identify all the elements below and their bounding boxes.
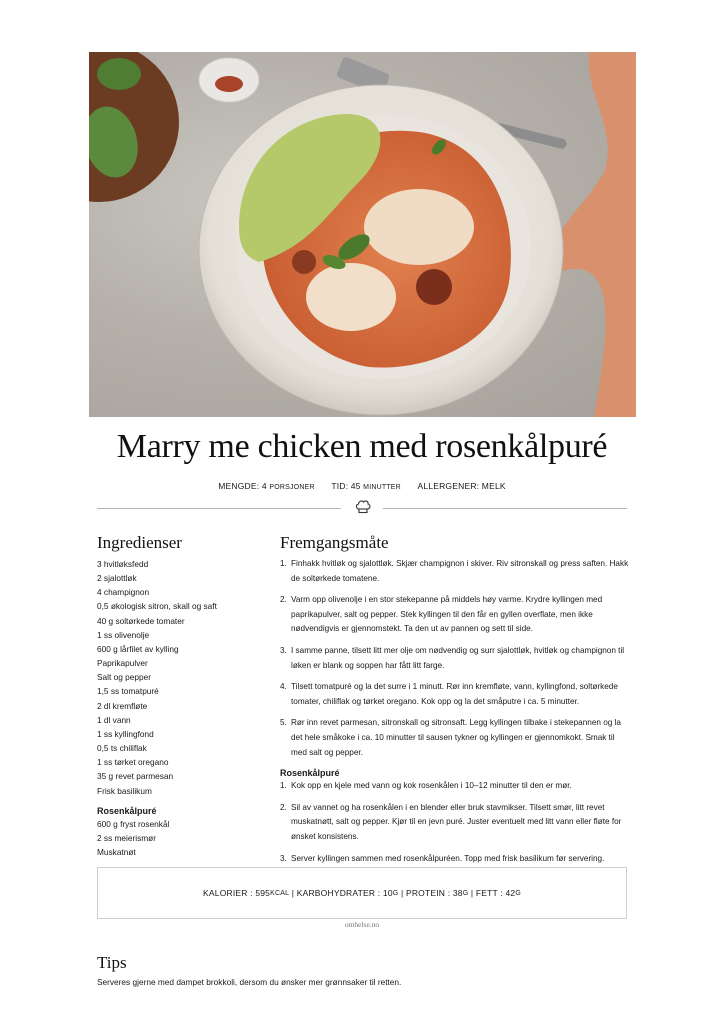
list-item: 2 ss meierismør	[97, 832, 157, 843]
step-item: 1. Finhakk hvitløk og sjalottløk. Skjær champignon i skiver. Riv sitronskall og press saften. Hakk de soltørkede tomatene.	[280, 559, 629, 583]
amount: MENGDE: 4 PORSJONER	[218, 481, 315, 491]
list-item: Salt og pepper	[97, 672, 151, 683]
list-item: 1 ss kyllingfond	[97, 728, 154, 739]
step-item: 1. Kok opp en kjele med vann og kok rosenkålen i 10–12 minutter til den er mør.	[280, 781, 572, 791]
puree-ingredients-heading: Rosenkålpuré	[97, 805, 157, 816]
list-item: 600 g fryst rosenkål	[97, 818, 170, 829]
puree-method-steps	[280, 779, 630, 866]
method-heading: Fremgangsmåte	[280, 533, 389, 552]
list-item: 2 dl kremfløte	[97, 700, 148, 711]
method-steps	[280, 557, 630, 760]
ingredients-section	[97, 533, 267, 859]
allergens: ALLERGENER: MELK	[417, 481, 506, 491]
step-item: 2. Varm opp olivenolje i en stor stekepanne på middels høy varme. Krydre kyllingen med paprikapulver, salt og pepper. Stek kyllingen til den får en gyllen overflate, men ikke nødvendigvis er gjennomstekt. Ta den ut av pannen og sett til side.	[280, 595, 603, 634]
list-item: 600 g lårfilet av kylling	[97, 643, 179, 654]
list-item: 0,5 økologisk sitron, skall og saft	[97, 601, 217, 612]
list-item: 2 sjalottløk	[97, 573, 137, 584]
list-item: Frisk basilikum	[97, 785, 152, 796]
method-section	[280, 533, 630, 873]
step-item: 3. Server kyllingen sammen med rosenkålpuréen. Topp med frisk basilikum før servering.	[280, 853, 605, 863]
divider-left	[97, 508, 341, 509]
site-footer: omhelse.no	[344, 920, 380, 929]
list-item: 3 hvitløksfedd	[97, 559, 149, 569]
step-item: 3. I samme panne, tilsett litt mer olje om nødvendig og surr sjalottløk, hvitløk og champignon til løken er blank og soppen har fått litt farge.	[280, 645, 625, 670]
step-item: 2. Sil av vannet og ha rosenkålen i en blender eller bruk stavmikser. Tilsett smør, litt revet muskatnøtt, salt og pepper. Kjør til en jevn puré. Juster eventuelt med litt vann eller fløte for ønsket konsistens.	[280, 802, 622, 841]
hero-photo	[89, 52, 636, 417]
ingredients-list	[97, 557, 267, 798]
list-item: 1 ss tørket oregano	[97, 757, 169, 768]
puree-method-heading: Rosenkålpuré	[280, 768, 340, 779]
tips-heading: Tips	[97, 953, 127, 972]
divider-right	[383, 508, 627, 509]
tips-text: Serveres gjerne med dampet brokkoli, dersom du ønsker mer grønnsaker til retten.	[97, 977, 402, 987]
recipe-title: Marry me chicken med rosenkålpuré	[116, 428, 608, 465]
list-item: Paprikapulver	[97, 658, 148, 669]
list-item: Muskatnøt	[97, 846, 136, 857]
list-item: 40 g soltørkede tomater	[97, 615, 185, 626]
tips-section	[97, 953, 401, 987]
nutrition-box: KALORIER : 595 KCAL | KARBOHYDRATER : 10 G | PROTEIN : 38 G | FETT : 42 G	[97, 867, 627, 919]
list-item: 0,5 ts chiliflak	[97, 743, 147, 754]
ingredients-heading: Ingredienser	[97, 533, 182, 552]
time: TID: 45 MINUTTER	[331, 481, 401, 491]
chef-hat-icon	[354, 498, 372, 516]
recipe-meta	[0, 481, 724, 491]
list-item: 1,5 ss tomatpuré	[97, 686, 159, 697]
list-item: 1 dl vann	[97, 714, 131, 725]
puree-ingredients-list	[97, 817, 267, 859]
step-item: 5. Rør inn revet parmesan, sitronskall og sitronsaft. Legg kyllingen tilbake i stekepannen og la det hele småkoke i ca. 10 minutter til sausen tykner og kyllingen er gjennomkokt. Smak til med salt og pepper.	[280, 718, 621, 757]
list-item: 35 g revet parmesan	[97, 771, 174, 782]
list-item: 4 champignon	[97, 587, 150, 598]
list-item: 1 ss olivenolje	[97, 629, 150, 640]
step-item: 4. Tilsett tomatpuré og la det surre i 1 minutt. Rør inn kremfløte, vann, kyllingfond, soltørkede tomater, chiliflak og tørket oregano. Kok opp og la det småputre i ca. 5 minutter.	[280, 682, 618, 706]
